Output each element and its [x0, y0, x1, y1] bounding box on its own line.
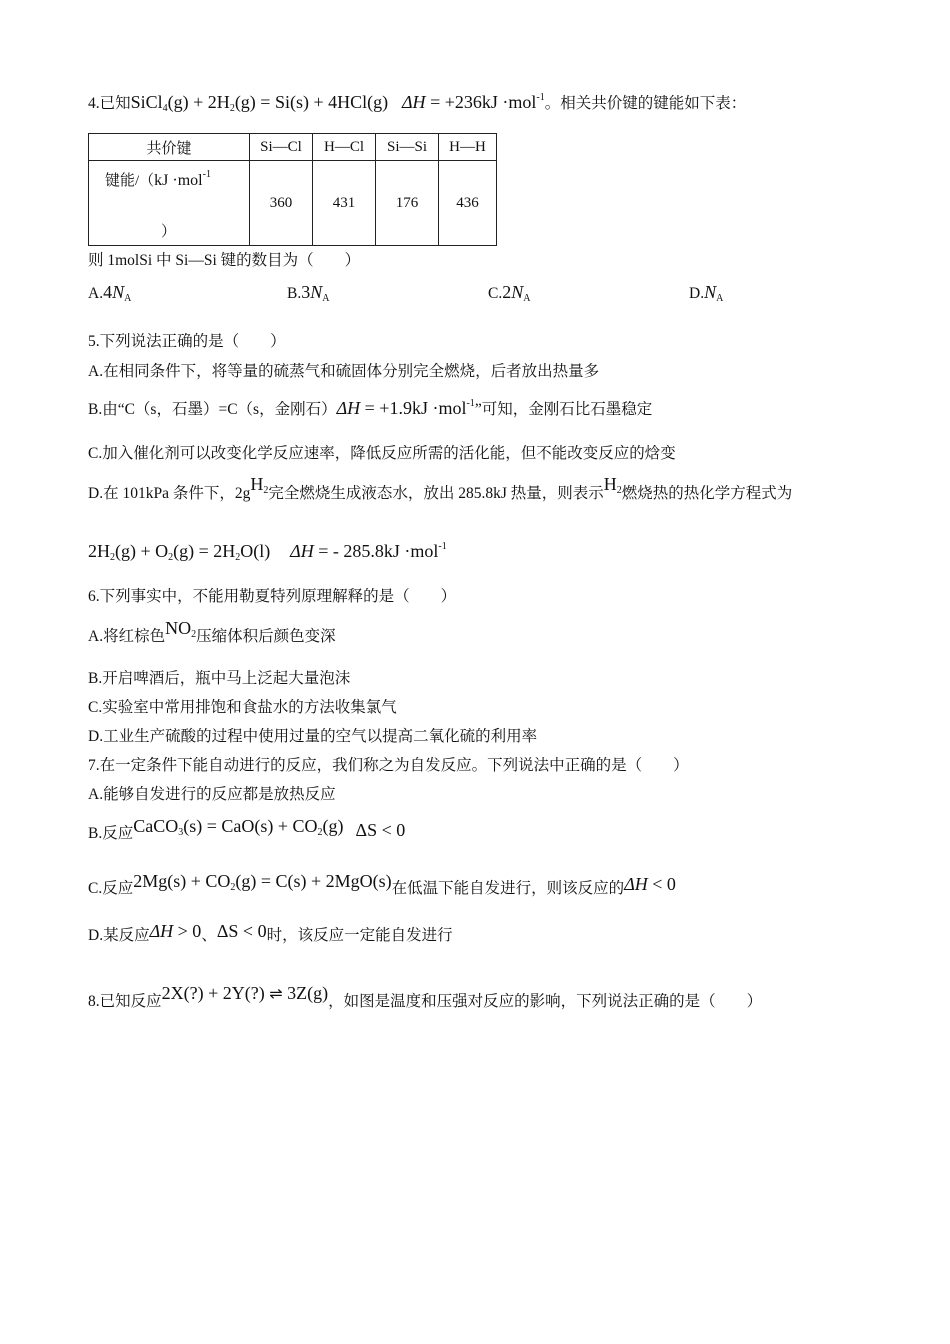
q5-option-d[interactable]: D.在 101kPa 条件下，$2gH_2$完全燃烧生成液态水，放出 285.8kJ 热量，则表示$H_2$燃烧热的热化学方程式为 — [88, 474, 793, 502]
q4-option-c[interactable]: $C.2N_A$ — [488, 282, 531, 304]
q7-option-d[interactable]: D.某反应ΔH > 0、ΔS < 0时，该反应一定能自发进行 — [88, 921, 453, 944]
q4-enthalpy: ΔH = +236kJ ·mol$^{-1}$ — [401, 92, 545, 112]
q8-stem: 8.已知反应2X(?) + 2Y(?) ⇌ 3Z(g)，如图是温度和压强对反应的影响，下列说法正确的是（ ） — [88, 983, 763, 1010]
q7-option-a[interactable]: A.能够自发进行的反应都是放热反应 — [88, 786, 336, 803]
q4-option-b[interactable]: $B.3N_A$ — [287, 282, 330, 304]
q7-option-c[interactable]: C.反应$2Mg(s) + CO_2(g) = C(s) + 2MgO(s)$在低温下能自发进行，则该反应的ΔH < 0 — [88, 871, 676, 897]
bond-energy-table — [88, 133, 497, 246]
q7-stem: 7.在一定条件下能自动进行的反应，我们称之为自发反应。下列说法中正确的是（ ） — [88, 757, 689, 774]
energy-row-label: 键能/（kJ ·mol$^{-1}$ ） — [89, 161, 250, 246]
q4-stem — [88, 88, 746, 119]
q7-option-b[interactable]: B.反应CaCO$_3$(s) = $CaO(s) + CO_2(g) \Delta S < 0$ — [88, 816, 406, 842]
q6-stem: 6.下列事实中，不能用勒夏特列原理解释的是（ ） — [88, 588, 457, 605]
q4-prefix: 4.已知 — [88, 95, 131, 112]
q6-option-a[interactable]: A.将红棕色$NO_2$压缩体积后颜色变深 — [88, 618, 336, 645]
energy-h-h: 436 — [439, 161, 497, 246]
q5-d-equation: $2H_2(g) + O_2(g) = 2H_2O(l) \Delta H$ = - 285.8kJ ·mol$^{-1}$ — [88, 541, 447, 563]
q6-option-c[interactable]: C.实验室中常用排饱和食盐水的方法收集氯气 — [88, 699, 397, 716]
table-energy-row — [89, 161, 497, 246]
q5-stem: 5.下列说法正确的是（ ） — [88, 333, 286, 350]
header-label: 共价键 — [89, 134, 250, 161]
q5-b-enthalpy: ΔH = +1.9kJ ·mol$^{-1}$ — [336, 398, 475, 418]
q5-option-c[interactable]: C.加入催化剂可以改变化学反应速率，降低反应所需的活化能，但不能改变反应的焓变 — [88, 445, 676, 462]
bond-si-si: Si—Si — [376, 134, 439, 161]
q4-suffix: 。相关共价键的键能如下表： — [544, 95, 747, 112]
q6-option-d[interactable]: D.工业生产硫酸的过程中使用过量的空气以提高二氧化硫的利用率 — [88, 728, 538, 745]
equilibrium-arrow-icon: ⇌ — [269, 984, 283, 1003]
bond-h-h: H—H — [439, 134, 497, 161]
bond-h-cl: H—Cl — [313, 134, 376, 161]
table-header-row — [89, 134, 497, 161]
q4-question: 则 1molSi 中 Si—Si 键的数目为（ ） — [88, 252, 361, 269]
q4-option-a[interactable]: $A.4N_A$ — [88, 282, 132, 304]
energy-si-si: 176 — [376, 161, 439, 246]
energy-h-cl: 431 — [313, 161, 376, 246]
q4-equation: SiCl$_4$(g) + $2H_2(g) = Si(s) + 4HCl(g)$ — [130, 92, 389, 114]
q4-option-d[interactable]: $D.N_A$ — [689, 282, 724, 304]
bond-si-cl: Si—Cl — [250, 134, 313, 161]
energy-si-cl: 360 — [250, 161, 313, 246]
q6-option-b[interactable]: B.开启啤酒后，瓶中马上泛起大量泡沫 — [88, 670, 351, 687]
q5-option-b[interactable]: B.由“C（s，石墨）=C（s，金刚石）ΔH = +1.9kJ ·mol$^{-1}$”可知，金刚石比石墨稳定 — [88, 398, 653, 418]
q5-option-a[interactable]: A.在相同条件下，将等量的硫蒸气和硫固体分别完全燃烧，后者放出热量多 — [88, 363, 600, 380]
